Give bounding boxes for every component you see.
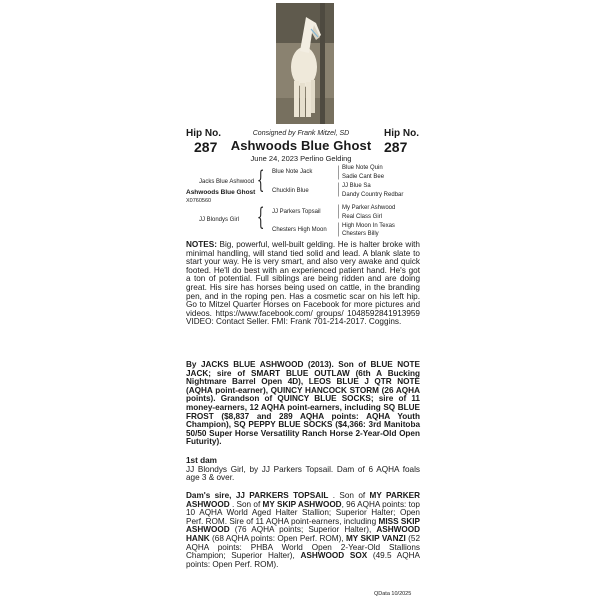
- pedigree-dsd: Real Class Girl: [342, 214, 383, 220]
- pedigree-horse: Ashwoods Blue Ghost: [186, 189, 256, 196]
- pedigree-reg-number: X0760560: [186, 198, 212, 204]
- pedigree-sire: Jacks Blue Ashwood: [199, 179, 255, 185]
- hip-number-left: 287: [194, 139, 218, 155]
- horse-photo-drawing: [276, 3, 334, 124]
- qdata-footer: QData 10/2025: [374, 591, 412, 597]
- dams-sire-text-1: . Son of: [328, 491, 370, 500]
- first-dam-text: JJ Blondys Girl, by JJ Parkers Topsail. Dam of 6 AQHA foals age 3 & over.: [186, 464, 420, 483]
- hip-label-right: Hip No.: [384, 128, 419, 139]
- first-dam-label: 1st dam: [186, 456, 217, 465]
- notes-paragraph: [186, 241, 420, 327]
- pedigree-brace-4: |: [337, 221, 340, 237]
- pedigree-brace-3: |: [337, 203, 340, 219]
- notes-text: Big, powerful, well-built gelding. He is halter broke with minimal handling, will stand tied solid and lead. A blank slate to start your way. He is very smart, and also very awake and quick footed. He'll do best with an experienced patient hand. He's got a ton of potential. Full siblings are being ridden and are doing great. His sire has horses being used on cattle, in the branding pen, and in the roping pen. Has a cosmetic scar on his left hip. Go to Mitzel Quarter Horses on Facebook for more pictures and videos. https://www.facebook.com/ groups/ 1048592841913959 VIDEO: Contact Seller. FMI: Frank 701-214-2017. Coggins.: [186, 240, 420, 327]
- pedigree-brace-dam: {: [256, 203, 265, 231]
- consignor-line: Consigned by Frank Mitzel, SD: [252, 130, 350, 137]
- pedigree-dam-dam: Chesters High Moon: [272, 227, 327, 233]
- dams-sire-text-4: (76 AQHA points; Superior Halter),: [229, 525, 377, 535]
- horse-photo: [276, 3, 334, 124]
- pedigree-dam: JJ Blondys Girl: [199, 217, 240, 223]
- pedigree-brace-1: |: [337, 164, 340, 180]
- hip-number-right: 287: [384, 139, 408, 155]
- notes-label: NOTES:: [186, 240, 217, 249]
- dams-sire-offspring-2: ASHWOOD HANK: [186, 525, 420, 543]
- dams-sire-name: Dam's sire, JJ PARKERS TOPSAIL: [186, 491, 329, 500]
- dams-sire-offspring-4: ASHWOOD SOX: [300, 551, 368, 561]
- pedigree-ddd: Chesters Billy: [342, 231, 379, 237]
- dams-sire-text-2: . Son of: [229, 499, 263, 509]
- dams-sire-grandsire: MY SKIP ASHWOOD: [262, 499, 342, 509]
- pedigree-dam-sire: JJ Parkers Topsail: [272, 209, 321, 215]
- dams-sire-text-6: (52 AQHA points: PHBA World Open 2-Year-Old Stallions Champion; Superior Halter),: [186, 533, 420, 561]
- dams-sire-offspring-3: MY SKIP VANZI: [345, 533, 406, 543]
- dams-sire-text-5: (68 AQHA points: Open Perf. ROM),: [209, 533, 346, 543]
- hip-label-left: Hip No.: [186, 128, 221, 139]
- sire-paragraph: By JACKS BLUE ASHWOOD (2013). Son of BLUE NOTE JACK; sire of SMART BLUE OUTLAW (6th A Bucking Nightmare Barrel Open 4D), LEOS BLUE J QTR NOTE (AQHA point-earner), QUINCY HANCOCK STORM (26 AQHA points). Grandson of QUINCY BLUE SOCKS; sire of 11 money-earners, 12 AQHA point-earners, including SQ BLUE FROST ($8,837 and 289 AQHA points: AQHA Youth Champion), SQ PEPPY BLUE SOCKS ($4,366: 3rd Manitoba 50/50 Super Horse Versatility Ranch Horse 2-Year-Old Open Futurity).: [186, 360, 420, 447]
- horse-name: Ashwoods Blue Ghost: [230, 138, 372, 153]
- pedigree-dds: High Moon In Texas: [342, 223, 395, 229]
- pedigree-dss: My Parker Ashwood: [342, 205, 396, 211]
- first-dam-section: [186, 457, 420, 483]
- foaling-info: June 24, 2023 Perlino Gelding: [250, 154, 352, 163]
- dams-sire-text-7: (49.5 AQHA points: Open Perf. ROM).: [186, 551, 420, 569]
- dams-sire-text-3: , 96 AQHA points: top 10 AQHA World Aged Halter Stallion; Superior Halter; Open Perf. ROM. Sire of 11 AQHA point-earners, including: [186, 499, 420, 526]
- pedigree-ssd: Sadie Cant Bee: [342, 174, 385, 180]
- pedigree-sds: JJ Blue Sa: [342, 183, 371, 189]
- dams-sire-paragraph: [186, 492, 420, 569]
- dams-sire-offspring-1: MISS SKIP ASHWOOD: [186, 516, 420, 535]
- pedigree-sire-dam: Chucklin Blue: [272, 188, 309, 194]
- pedigree-sss: Blue Note Quin: [342, 165, 383, 171]
- pedigree-sdd: Dandy Country Redbar: [342, 192, 404, 198]
- pedigree-brace-2: |: [337, 181, 340, 197]
- pedigree-sire-sire: Blue Note Jack: [272, 169, 313, 175]
- dams-sire-sire: MY PARKER ASHWOOD: [186, 491, 420, 509]
- pedigree-brace-sire: {: [256, 166, 265, 194]
